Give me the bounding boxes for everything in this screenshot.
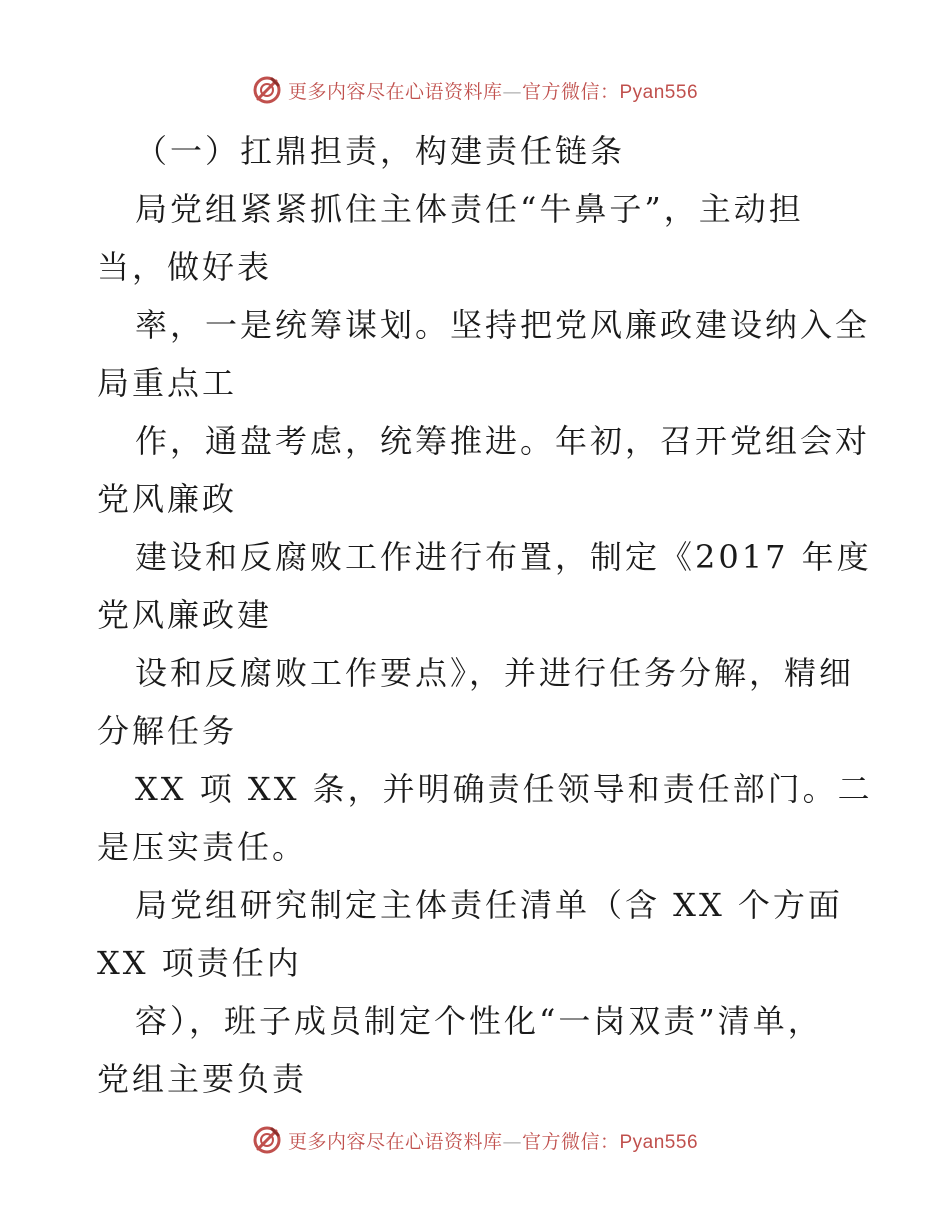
document-body: [97, 122, 873, 1108]
paragraph-line: XX 项 XX 条，并明确责任领导和责任部门。二: [135, 770, 873, 808]
header-watermark: [0, 70, 950, 110]
paragraph-line: 党风廉政建: [97, 596, 273, 634]
paragraph-line: 局重点工: [97, 364, 238, 402]
paragraph-line: 局党组研究制定主体责任清单（含 XX 个方面: [135, 886, 843, 924]
brand-logo-icon: [252, 1125, 282, 1155]
watermark-text: 更多内容尽在心语资料库—官方微信：Pyan556: [287, 1130, 699, 1153]
paragraph-line: 党组主要负责: [97, 1060, 308, 1098]
paragraph-line: 是压实责任。: [97, 828, 308, 866]
section-heading: （一）扛鼎担责，构建责任链条: [135, 132, 626, 170]
footer-watermark: [0, 1120, 950, 1160]
paragraph-line: 当，做好表: [97, 248, 273, 286]
paragraph-line: 党风廉政: [97, 480, 238, 518]
paragraph-line: 局党组紧紧抓住主体责任“牛鼻子”，主动担: [135, 190, 804, 228]
paragraph-line: 作，通盘考虑，统筹推进。年初，召开党组会对: [135, 422, 871, 460]
brand-logo-icon: [252, 75, 282, 105]
paragraph-line: 率，一是统筹谋划。坚持把党风廉政建设纳入全: [135, 306, 871, 344]
paragraph-line: 设和反腐败工作要点》，并进行任务分解，精细: [135, 654, 855, 692]
paragraph-line: XX 项责任内: [97, 944, 302, 982]
paragraph-line: 建设和反腐败工作进行布置，制定《2017 年度: [135, 538, 872, 576]
paragraph-line: 容），班子成员制定个性化“一岗双责”清单，: [135, 1002, 823, 1040]
watermark-text: 更多内容尽在心语资料库—官方微信：Pyan556: [287, 80, 699, 103]
paragraph-line: 分解任务: [97, 712, 238, 750]
